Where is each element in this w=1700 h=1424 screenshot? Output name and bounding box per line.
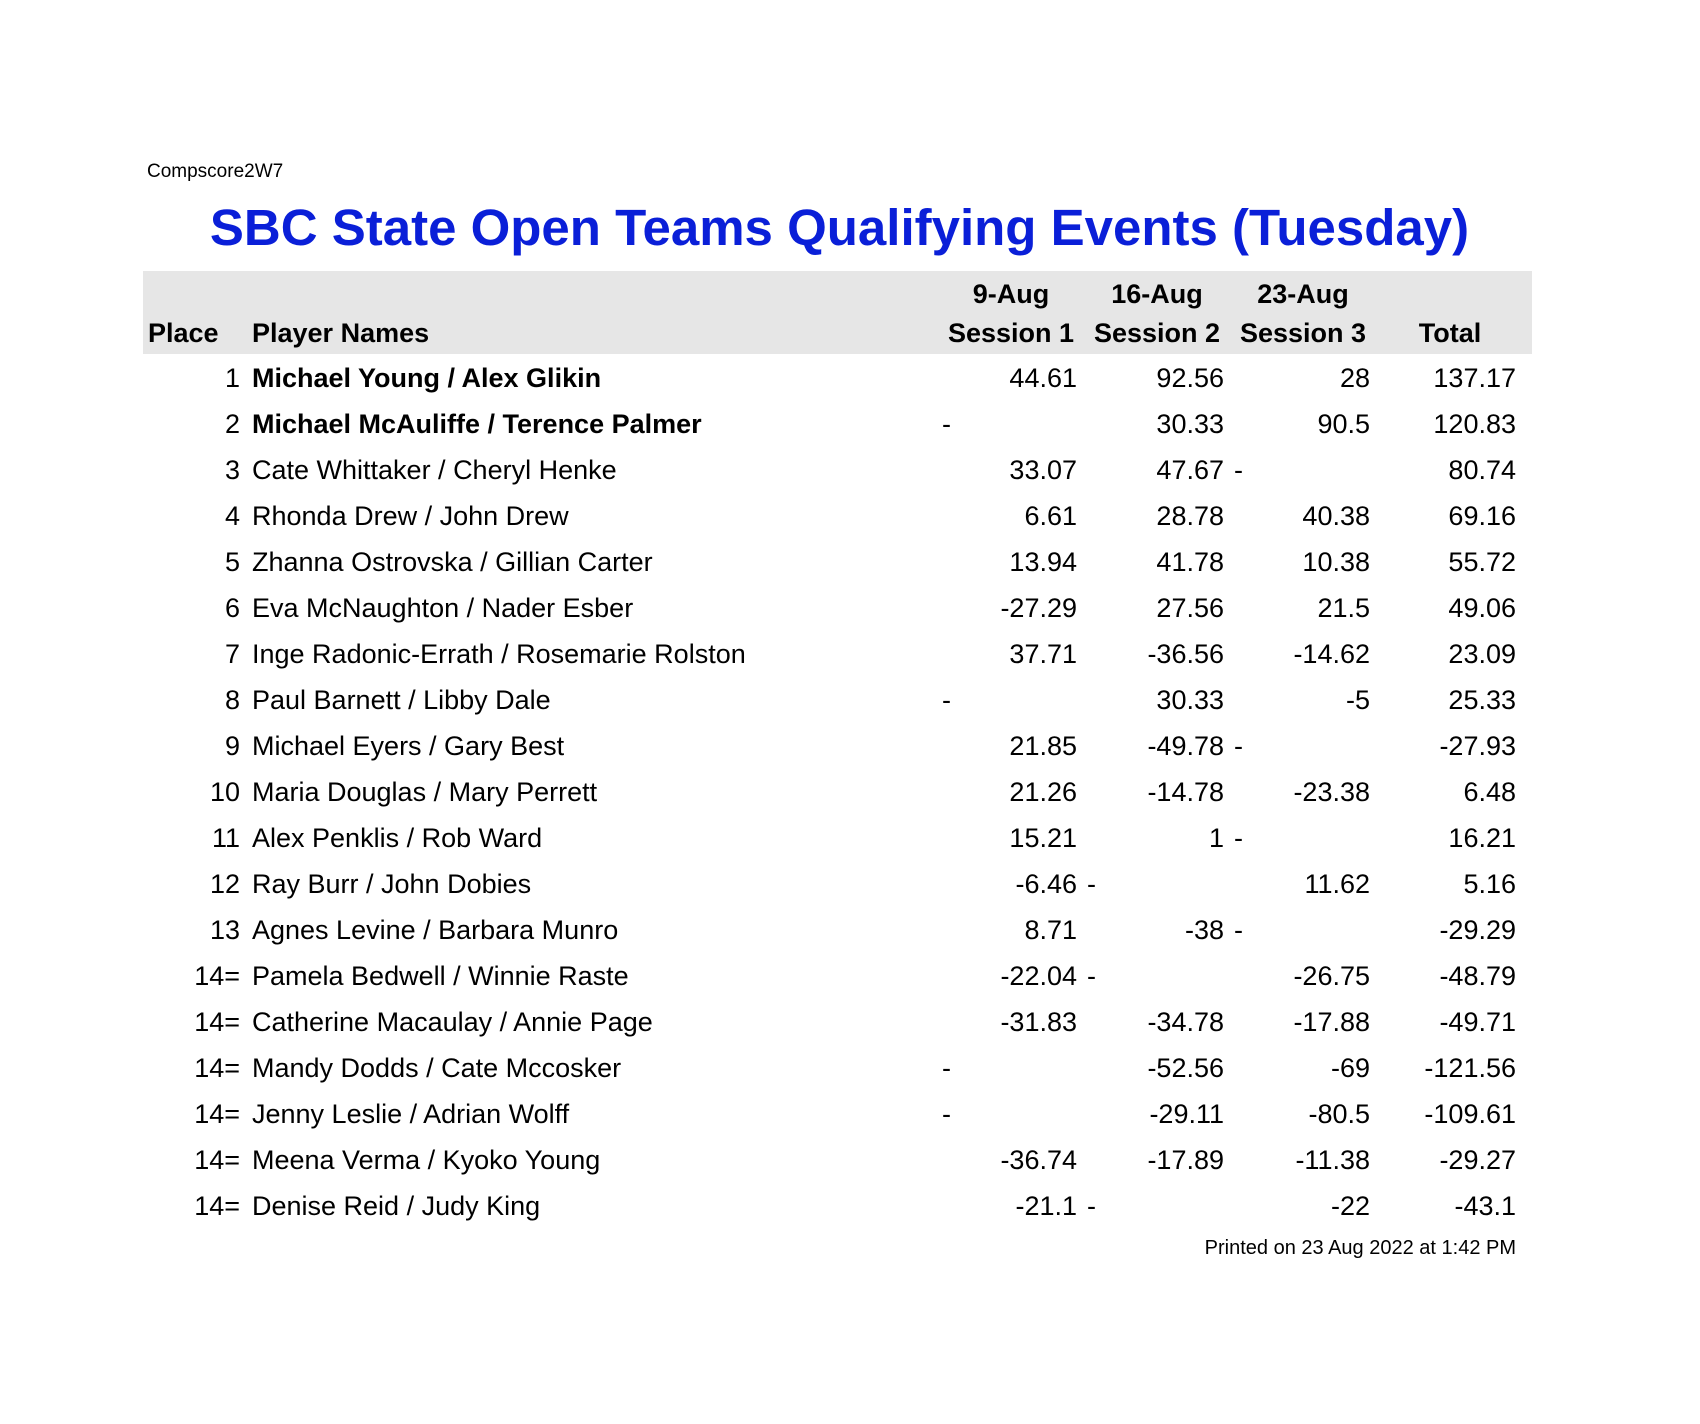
session2-cell: 1 bbox=[1208, 823, 1224, 853]
session2-cell: -38 bbox=[1184, 915, 1224, 945]
session2-cell: -49.78 bbox=[1147, 731, 1224, 761]
player-names-cell: Denise Reid / Judy King bbox=[252, 1191, 541, 1221]
place-cell: 14= bbox=[194, 961, 240, 991]
session3-cell: -5 bbox=[1345, 685, 1370, 715]
session1-cell: 21.85 bbox=[1009, 731, 1077, 761]
place-cell: 7 bbox=[224, 639, 240, 669]
header-place: Place bbox=[148, 318, 219, 348]
player-names-cell: Ray Burr / John Dobies bbox=[252, 869, 532, 899]
total-cell: -43.1 bbox=[1454, 1191, 1516, 1221]
place-cell: 3 bbox=[224, 455, 240, 485]
place-cell: 9 bbox=[224, 731, 240, 761]
session2-cell: -17.89 bbox=[1147, 1145, 1224, 1175]
session1-cell: -36.74 bbox=[1000, 1145, 1077, 1175]
player-names-cell: Jenny Leslie / Adrian Wolff bbox=[252, 1099, 570, 1129]
session2-cell: 30.33 bbox=[1156, 685, 1224, 715]
total-cell: 49.06 bbox=[1448, 593, 1516, 623]
total-cell: -29.27 bbox=[1439, 1145, 1516, 1175]
session1-cell: -22.04 bbox=[1000, 961, 1077, 991]
player-names-cell: Zhanna Ostrovska / Gillian Carter bbox=[252, 547, 653, 577]
player-names-cell: Cate Whittaker / Cheryl Henke bbox=[252, 455, 617, 485]
header-session2-date: 16-Aug bbox=[1111, 279, 1203, 309]
player-names-cell: Paul Barnett / Libby Dale bbox=[252, 685, 551, 715]
place-cell: 8 bbox=[224, 685, 240, 715]
session3-cell: - bbox=[1234, 915, 1243, 945]
session2-cell: 92.56 bbox=[1156, 363, 1224, 393]
session3-cell: -69 bbox=[1330, 1053, 1370, 1083]
total-cell: 25.33 bbox=[1448, 685, 1516, 715]
table-row bbox=[0, 363, 1700, 409]
session1-cell: -21.1 bbox=[1015, 1191, 1077, 1221]
table-row bbox=[0, 915, 1700, 961]
table-row bbox=[0, 869, 1700, 915]
session1-cell: - bbox=[942, 409, 951, 439]
session3-cell: 90.5 bbox=[1317, 409, 1370, 439]
place-cell: 14= bbox=[194, 1099, 240, 1129]
session2-cell: - bbox=[1087, 961, 1096, 991]
session3-cell: -17.88 bbox=[1293, 1007, 1370, 1037]
place-cell: 14= bbox=[194, 1053, 240, 1083]
player-names-cell: Rhonda Drew / John Drew bbox=[252, 501, 569, 531]
session1-cell: 37.71 bbox=[1009, 639, 1077, 669]
total-cell: 6.48 bbox=[1463, 777, 1516, 807]
session1-cell: 44.61 bbox=[1009, 363, 1077, 393]
total-cell: 55.72 bbox=[1448, 547, 1516, 577]
place-cell: 2 bbox=[224, 409, 240, 439]
session2-cell: - bbox=[1087, 869, 1096, 899]
total-cell: 80.74 bbox=[1448, 455, 1516, 485]
place-cell: 10 bbox=[209, 777, 240, 807]
table-row bbox=[0, 1191, 1700, 1237]
session1-cell: -6.46 bbox=[1015, 869, 1077, 899]
page-title: SBC State Open Teams Qualifying Events (Tuesday) bbox=[209, 199, 1470, 256]
session3-cell: - bbox=[1234, 455, 1243, 485]
session3-cell: 21.5 bbox=[1317, 593, 1370, 623]
session2-cell: -34.78 bbox=[1147, 1007, 1224, 1037]
player-names-cell: Inge Radonic-Errath / Rosemarie Rolston bbox=[252, 639, 746, 669]
session1-cell: - bbox=[942, 685, 951, 715]
place-cell: 11 bbox=[211, 823, 240, 853]
table-row bbox=[0, 409, 1700, 455]
session1-cell: 33.07 bbox=[1009, 455, 1077, 485]
header-session3-date: 23-Aug bbox=[1257, 279, 1349, 309]
player-names-cell: Meena Verma / Kyoko Young bbox=[252, 1145, 601, 1175]
player-names-cell: Michael Young / Alex Glikin bbox=[252, 363, 602, 393]
table-row bbox=[0, 961, 1700, 1007]
session3-cell: -22 bbox=[1330, 1191, 1370, 1221]
header-total: Total bbox=[1418, 318, 1482, 348]
session3-cell: - bbox=[1234, 823, 1243, 853]
session2-cell: 47.67 bbox=[1156, 455, 1224, 485]
session1-cell: -27.29 bbox=[1000, 593, 1077, 623]
total-cell: 69.16 bbox=[1448, 501, 1516, 531]
place-cell: 6 bbox=[224, 593, 240, 623]
session2-cell: - bbox=[1087, 1191, 1096, 1221]
session1-cell: -31.83 bbox=[1000, 1007, 1077, 1037]
place-cell: 14= bbox=[194, 1145, 240, 1175]
session2-cell: 30.33 bbox=[1156, 409, 1224, 439]
place-cell: 1 bbox=[224, 363, 240, 393]
total-cell: 137.17 bbox=[1433, 363, 1516, 393]
place-cell: 5 bbox=[224, 547, 240, 577]
table-row bbox=[0, 685, 1700, 731]
table-row bbox=[0, 455, 1700, 501]
session1-cell: 21.26 bbox=[1009, 777, 1077, 807]
total-cell: -109.61 bbox=[1424, 1099, 1516, 1129]
total-cell: -29.29 bbox=[1439, 915, 1516, 945]
session1-cell: - bbox=[942, 1099, 951, 1129]
total-cell: 16.21 bbox=[1448, 823, 1516, 853]
header-session3-label: Session 3 bbox=[1239, 318, 1367, 348]
header-session2-label: Session 2 bbox=[1093, 318, 1221, 348]
total-cell: -49.71 bbox=[1439, 1007, 1516, 1037]
place-cell: 12 bbox=[209, 869, 240, 899]
session1-cell: - bbox=[942, 1053, 951, 1083]
player-names-cell: Agnes Levine / Barbara Munro bbox=[252, 915, 619, 945]
header-names: Player Names bbox=[252, 318, 430, 348]
table-row bbox=[0, 1007, 1700, 1053]
table-row bbox=[0, 593, 1700, 639]
header-session1-label: Session 1 bbox=[947, 318, 1075, 348]
session1-cell: 8.71 bbox=[1024, 915, 1077, 945]
place-cell: 13 bbox=[209, 915, 240, 945]
source-code: Compscore2W7 bbox=[147, 161, 284, 182]
table-row bbox=[0, 731, 1700, 777]
place-cell: 4 bbox=[224, 501, 240, 531]
session2-cell: -29.11 bbox=[1149, 1099, 1224, 1129]
session3-cell: - bbox=[1234, 731, 1243, 761]
session2-cell: 27.56 bbox=[1156, 593, 1224, 623]
player-names-cell: Catherine Macaulay / Annie Page bbox=[252, 1007, 653, 1037]
header-session1-date: 9-Aug bbox=[972, 279, 1050, 309]
session3-cell: 10.38 bbox=[1302, 547, 1370, 577]
session3-cell: -14.62 bbox=[1293, 639, 1370, 669]
total-cell: -27.93 bbox=[1439, 731, 1516, 761]
table-row bbox=[0, 639, 1700, 685]
session2-cell: -52.56 bbox=[1147, 1053, 1224, 1083]
session2-cell: 41.78 bbox=[1156, 547, 1224, 577]
session3-cell: -11.38 bbox=[1295, 1145, 1370, 1175]
session3-cell: -26.75 bbox=[1293, 961, 1370, 991]
session1-cell: 15.21 bbox=[1009, 823, 1077, 853]
player-names-cell: Maria Douglas / Mary Perrett bbox=[252, 777, 598, 807]
player-names-cell: Mandy Dodds / Cate Mccosker bbox=[252, 1053, 622, 1083]
session3-cell: 40.38 bbox=[1302, 501, 1370, 531]
session3-cell: 11.62 bbox=[1304, 869, 1370, 899]
session1-cell: 6.61 bbox=[1024, 501, 1077, 531]
place-cell: 14= bbox=[194, 1191, 240, 1221]
player-names-cell: Michael McAuliffe / Terence Palmer bbox=[252, 409, 702, 439]
session2-cell: 28.78 bbox=[1156, 501, 1224, 531]
table-row bbox=[0, 1053, 1700, 1099]
player-names-cell: Alex Penklis / Rob Ward bbox=[252, 823, 543, 853]
table-row bbox=[0, 823, 1700, 869]
player-names-cell: Michael Eyers / Gary Best bbox=[252, 731, 565, 761]
player-names-cell: Eva McNaughton / Nader Esber bbox=[252, 593, 634, 623]
place-cell: 14= bbox=[194, 1007, 240, 1037]
table-row bbox=[0, 777, 1700, 823]
total-cell: -48.79 bbox=[1439, 961, 1516, 991]
session1-cell: 13.94 bbox=[1009, 547, 1077, 577]
session3-cell: -23.38 bbox=[1293, 777, 1370, 807]
total-cell: 120.83 bbox=[1433, 409, 1516, 439]
total-cell: 5.16 bbox=[1463, 869, 1516, 899]
table-row bbox=[0, 501, 1700, 547]
table-row bbox=[0, 1145, 1700, 1191]
total-cell: 23.09 bbox=[1448, 639, 1516, 669]
session2-cell: -14.78 bbox=[1147, 777, 1224, 807]
total-cell: -121.56 bbox=[1424, 1053, 1516, 1083]
session3-cell: 28 bbox=[1339, 363, 1370, 393]
table-row bbox=[0, 1099, 1700, 1145]
session3-cell: -80.5 bbox=[1308, 1099, 1370, 1129]
printed-timestamp: Printed on 23 Aug 2022 at 1:42 PM bbox=[1204, 1237, 1516, 1259]
session2-cell: -36.56 bbox=[1147, 639, 1224, 669]
table-row bbox=[0, 547, 1700, 593]
player-names-cell: Pamela Bedwell / Winnie Raste bbox=[252, 961, 629, 991]
